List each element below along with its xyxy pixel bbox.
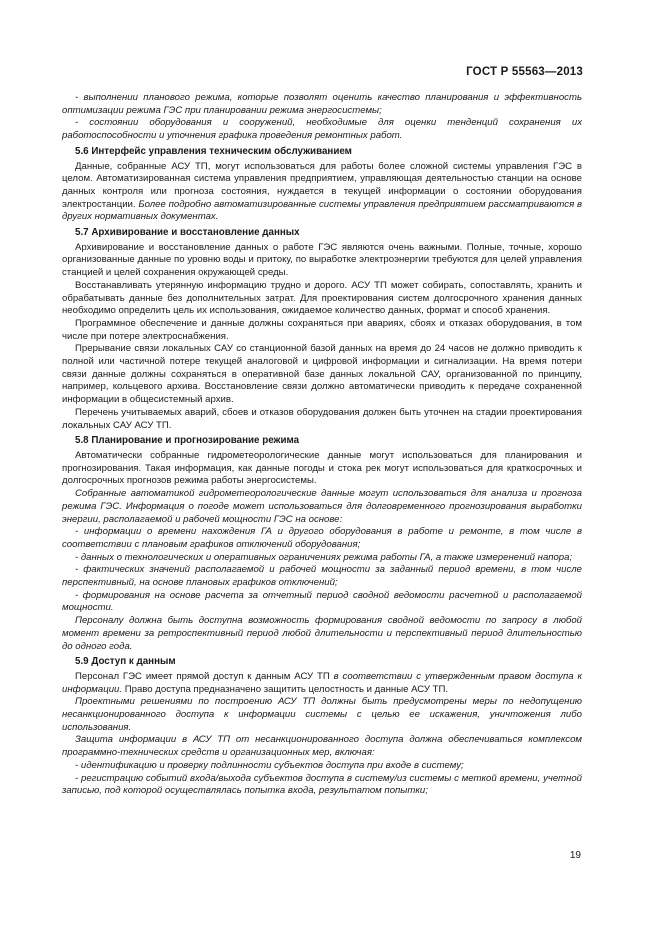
section-heading-5-9: 5.9 Доступ к данным [75, 656, 176, 668]
list-item: - состоянии оборудования и сооружений, необходимые для оценки тенденций сохранения их работоспособности и уточнения графика проведения ремонтных работ. [62, 117, 582, 142]
page-number: 19 [569, 850, 581, 861]
paragraph: Проектными решениями по построению АСУ ТП должны быть предусмотрены меры по недопущению несанкционированного доступа к информации системы с целью ее искажения, уничтожения либо использования. [62, 696, 582, 733]
section-heading-5-7: 5.7 Архивирование и восстановление данных [75, 227, 300, 239]
paragraph [62, 671, 582, 696]
list-item: - формирования на основе расчета за отчетный период сводной ведомости расчетной и располагаемой мощности. [62, 589, 582, 614]
paragraph-text: Персонал ГЭС имеет прямой доступ к данным АСУ ТП [75, 670, 330, 682]
list-item: - выполнении планового режима, которые позволят оценить качество планирования и эффективность оптимизации режима ГЭС при планировании режима энергосистемы; [62, 92, 582, 116]
paragraph-text: Право доступа предназначено защитить целостность и данные АСУ ТП. [124, 683, 449, 695]
document-code-header: ГОСТ Р 55563—2013 [466, 66, 583, 78]
list-item: - регистрацию событий входа/выхода субъектов доступа в систему/из системы с меткой времени, учетной записью, под которой осуществлялась попытка входа, результатом попытки; [62, 772, 582, 797]
paragraph-text-italic: в соответствии с утвержденным правом доступа к информации. [62, 670, 582, 695]
paragraph [62, 161, 582, 225]
paragraph: Перечень учитываемых аварий, сбоев и отказов оборудования должен быть уточнен на стадии проектирования локальных САУ АСУ ТП. [62, 406, 582, 431]
paragraph-text-italic: Более подробно автоматизированные системы управления предприятием рассматриваются в других нормативных документах. [62, 198, 582, 223]
paragraph: Прерывание связи локальных САУ со станционной базой данных на время до 24 часов не должно приводить к полной или частичной потере текущей аналоговой и цифровой информации и сигнализации. На время потери связи данные должны сохраняться в оперативной базе данных локальной САУ, организованной по принципу, например, кольцевого архива. Восстановление связи должно автоматически приводить к передаче сохраненной информации в общесистемный архив. [62, 343, 582, 406]
section-heading-5-6: 5.6 Интерфейс управления техническим обслуживанием [75, 145, 352, 157]
section-heading-5-8: 5.8 Планирование и прогнозирование режима [75, 435, 300, 447]
paragraph-text: Данные, собранные АСУ ТП, могут использоваться для работы более сложной системы управления ГЭС в целом. Автоматизированная система управления предприятием, управляющая деятельностью станции на основе данных контроля или прогноза состояния, нуждается в текущей информации о состоянии оборудования электростанции. [62, 160, 582, 210]
paragraph: Собранные автоматикой гидрометеорологические данные могут использоваться для анализа и прогноза режима ГЭС. Информация о погоде может использоваться для долговременного прогнозирования выработки энергии, располагаемой и рабочей мощности ГЭС на основе: [62, 488, 582, 525]
list-item: - фактических значений располагаемой и рабочей мощности за заданный период времени, в том числе перспективный, на основе плановых графиков отключений; [62, 564, 582, 589]
paragraph: Автоматически собранные гидрометеорологические данные могут использоваться для планирования и прогнозирования. Такая информация, как данные погоды и стока рек могут использоваться для краткосрочных и долгосрочных прогнозов режима работы энергосистемы. [62, 449, 582, 487]
paragraph: Персоналу должна быть доступна возможность формирования сводной ведомости по запросу в любой момент времени за ретроспективный период любой длительности и перспективный период длительностью до одного года. [62, 615, 582, 652]
paragraph: Восстанавливать утерянную информацию трудно и дорого. АСУ ТП может собирать, сопоставлять, хранить и обрабатывать данные без дополнительных затрат. Для проектирования систем долгосрочного хранения данных необходимо определить цель их использования, ожидаемое количество данных, формат и способ хранения. [62, 279, 582, 317]
paragraph: Защита информации в АСУ ТП от несанкционированного доступа должна обеспечиваться комплексом программно-технических средств и организационных мер, включая: [62, 734, 582, 759]
document-body [62, 92, 582, 798]
list-item: - данных о технологических и оперативных ограничениях режима работы ГА, а также измеренений напора; [75, 551, 573, 563]
list-item: - идентификацию и проверку подлинности субъектов доступа при входе в систему; [75, 759, 464, 771]
list-item: - информации о времени нахождения ГА и другого оборудования в работе и ремонте, в том числе в соответствии с плановым графиков отключений оборудования; [62, 526, 582, 550]
paragraph: Архивирование и восстановление данных о работе ГЭС являются очень важными. Полные, точные, хорошо организованные данные по уровню воды и притоку, по выработке электроэнергии требуются для целей управления станцией и целей сохранения окружающей среды. [62, 241, 582, 279]
paragraph: Программное обеспечение и данные должны сохраняться при авариях, сбоях и отказах оборудования, в том числе при потере электроснабжения. [62, 317, 582, 342]
